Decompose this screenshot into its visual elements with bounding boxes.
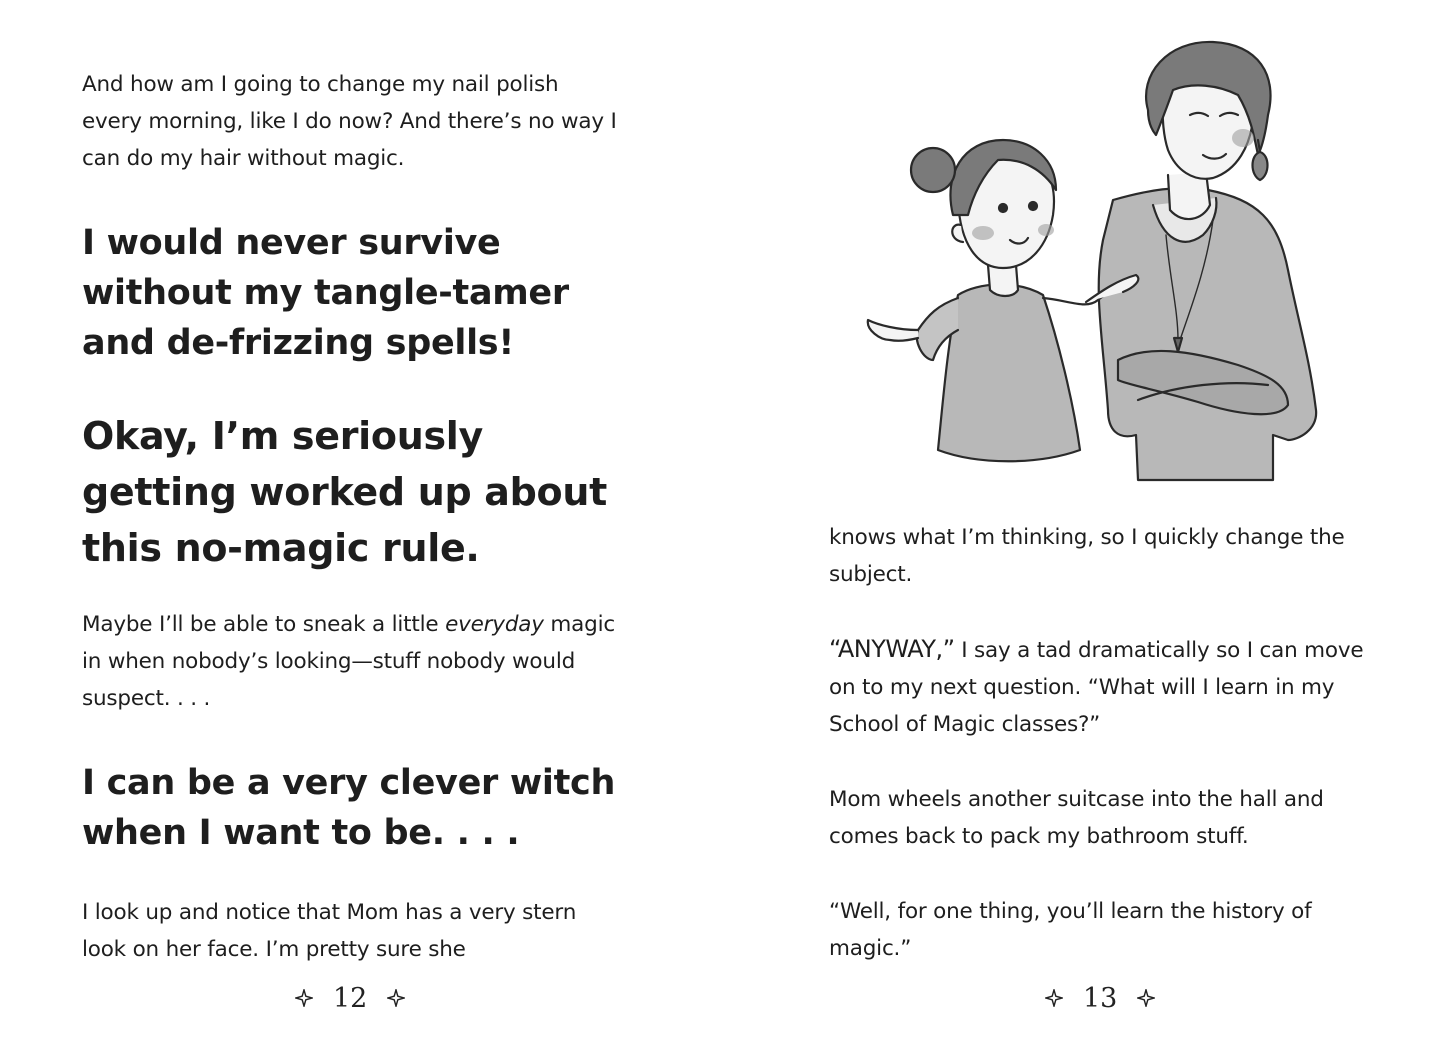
page-number-text: 13 (1083, 982, 1118, 1014)
mom-and-daughter-illustration (818, 40, 1358, 490)
paragraph-everyday-text-2: magic in when nobody’s looking—stuff nobody would suspect. . . . (82, 612, 615, 711)
girl-dress (938, 284, 1080, 461)
paragraph-everyday-text-1: Maybe I’ll be able to sneak a little (82, 612, 446, 637)
paragraph-suitcase: Mom wheels another suitcase into the hall and comes back to pack my bathroom stuff. (829, 787, 1324, 849)
paragraph-anyway (829, 631, 1369, 743)
left-page (0, 0, 722, 1051)
big-text-survive: I would never survive without my tangle-tamer and de-frizzing spells! (82, 223, 569, 363)
page-number-text: 12 (333, 982, 368, 1014)
page-number-left (295, 978, 405, 1018)
paragraph-history-of-magic: “Well, for one thing, you’ll learn the history of magic.” (829, 899, 1312, 961)
paragraph-anyway-emphasis: “ANYWAY,” (829, 635, 955, 663)
paragraph-nail-polish: And how am I going to change my nail polish every morning, like I do now? And there’s no way I can do my hair without magic. (82, 72, 617, 171)
right-page (723, 0, 1445, 1051)
girl-hair-bun (911, 148, 955, 192)
big-text-clever-witch: I can be a very clever witch when I want to be. . . . (82, 763, 616, 853)
mom-body (1099, 188, 1316, 480)
sparkle-icon (387, 989, 405, 1007)
paragraph-everyday-italic: everyday (445, 612, 544, 637)
paragraph-everyday-magic (82, 606, 622, 717)
page-number-right (1045, 978, 1155, 1018)
sparkle-icon (1137, 989, 1155, 1007)
paragraph-anyway-text: I say a tad dramatically so I can move on to my next question. “What will I learn in my School of Magic classes?” (829, 638, 1364, 737)
paragraph-stern-look: I look up and notice that Mom has a very stern look on her face. I’m pretty sure she (82, 900, 577, 962)
sparkle-icon (1045, 989, 1063, 1007)
paragraph-change-subject: knows what I’m thinking, so I quickly change the subject. (829, 525, 1345, 587)
big-text-worked-up: Okay, I’m seriously getting worked up about this no-magic rule. (82, 414, 607, 570)
sparkle-icon (295, 989, 313, 1007)
